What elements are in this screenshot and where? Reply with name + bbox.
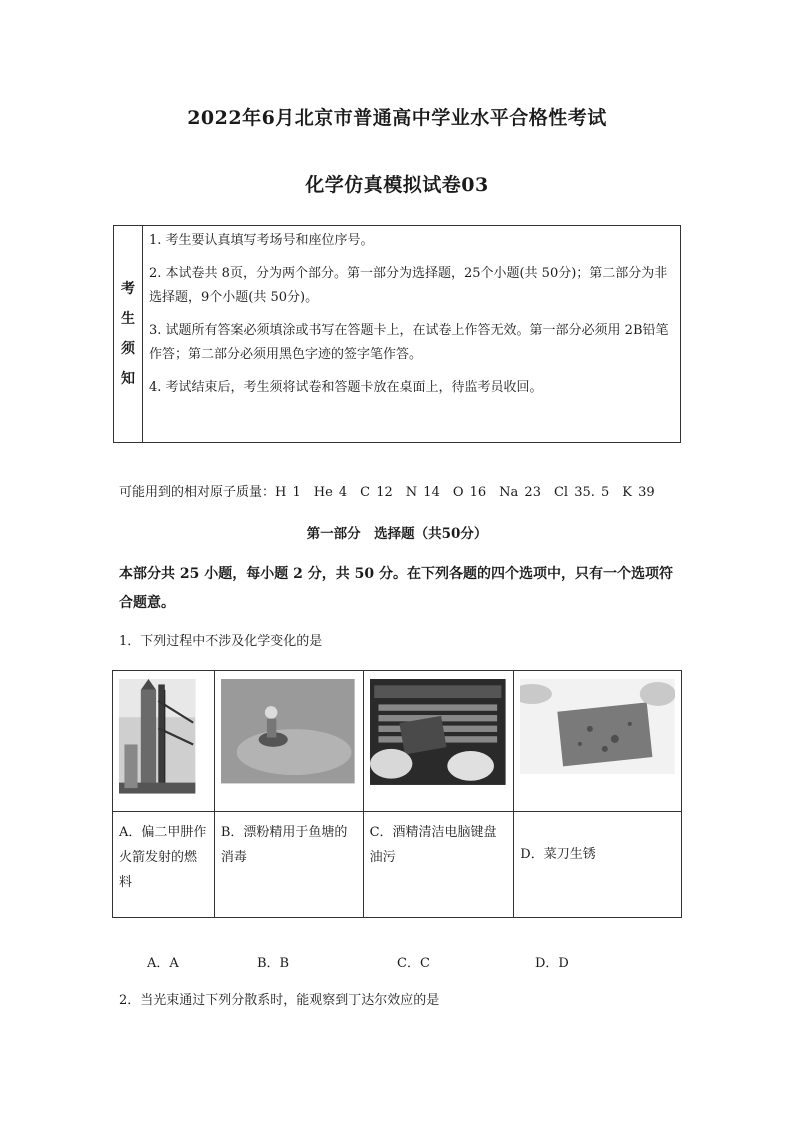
choice-b[interactable]: B．B <box>257 956 290 971</box>
option-b-text: B．漂粉精用于鱼塘的消毒 <box>214 812 363 918</box>
part1-instruction: 本部分共 25 小题，每小题 2 分，共 50 分。在下列各题的四个选项中，只有一个选项符合题意。 <box>119 566 673 611</box>
rusty-knife-image <box>520 679 675 799</box>
atomic-masses: 可能用到的相对原子质量：H 1 He 4 C 12 N 14 O 16 Na 23 Cl 35. 5 K 39 <box>119 485 655 500</box>
notice-label-cell <box>114 226 143 442</box>
question-1-options-table <box>112 670 682 918</box>
option-d-image-cell <box>514 671 682 812</box>
option-d-text: D．菜刀生锈 <box>514 812 682 918</box>
laptop-keyboard-image <box>370 679 508 799</box>
option-a-text: A．偏二甲肼作火箭发射的燃料 <box>113 812 215 918</box>
notice-item: 2. 本试卷共 8页，分为两个部分。第一部分为选择题，25个小题(共 50分)；第二部分为非选择题，9个小题(共 50分)。 <box>149 266 668 305</box>
question-1-stem: 1．下列过程中不涉及化学变化的是 <box>119 634 323 649</box>
option-c-image-cell <box>363 671 514 812</box>
option-a-image-cell <box>113 671 215 812</box>
option-b-image-cell <box>214 671 363 812</box>
fish-pond-image <box>221 679 357 799</box>
question-2-stem: 2．当光束通过下列分散系时，能观察到丁达尔效应的是 <box>119 993 440 1008</box>
part1-heading: 第一部分 选择题（共50分） <box>306 526 488 542</box>
notice-item: 1. 考生要认真填写考场号和座位序号。 <box>149 233 374 248</box>
notice-item: 4. 考试结束后，考生须将试卷和答题卡放在桌面上，待监考员收回。 <box>149 380 543 395</box>
candidate-notice-box <box>113 225 681 443</box>
choice-d[interactable]: D．D <box>535 956 569 971</box>
rocket-launch-image <box>119 679 208 799</box>
notice-label: 考生须知 <box>121 281 135 387</box>
option-c-text: C．酒精清洁电脑键盘油污 <box>363 812 514 918</box>
choice-c[interactable]: C．C <box>397 956 430 971</box>
exam-title: 2022年6月北京市普通高中学业水平合格性考试 <box>187 107 607 129</box>
notice-item: 3. 试题所有答案必须填涂或书写在答题卡上，在试卷上作答无效。第一部分必须用 2B铅笔作答；第二部分必须用黑色字迹的签字笔作答。 <box>149 323 669 362</box>
notice-body <box>143 226 680 442</box>
choice-a[interactable]: A．A <box>147 956 179 971</box>
exam-subtitle: 化学仿真模拟试卷03 <box>305 174 489 196</box>
